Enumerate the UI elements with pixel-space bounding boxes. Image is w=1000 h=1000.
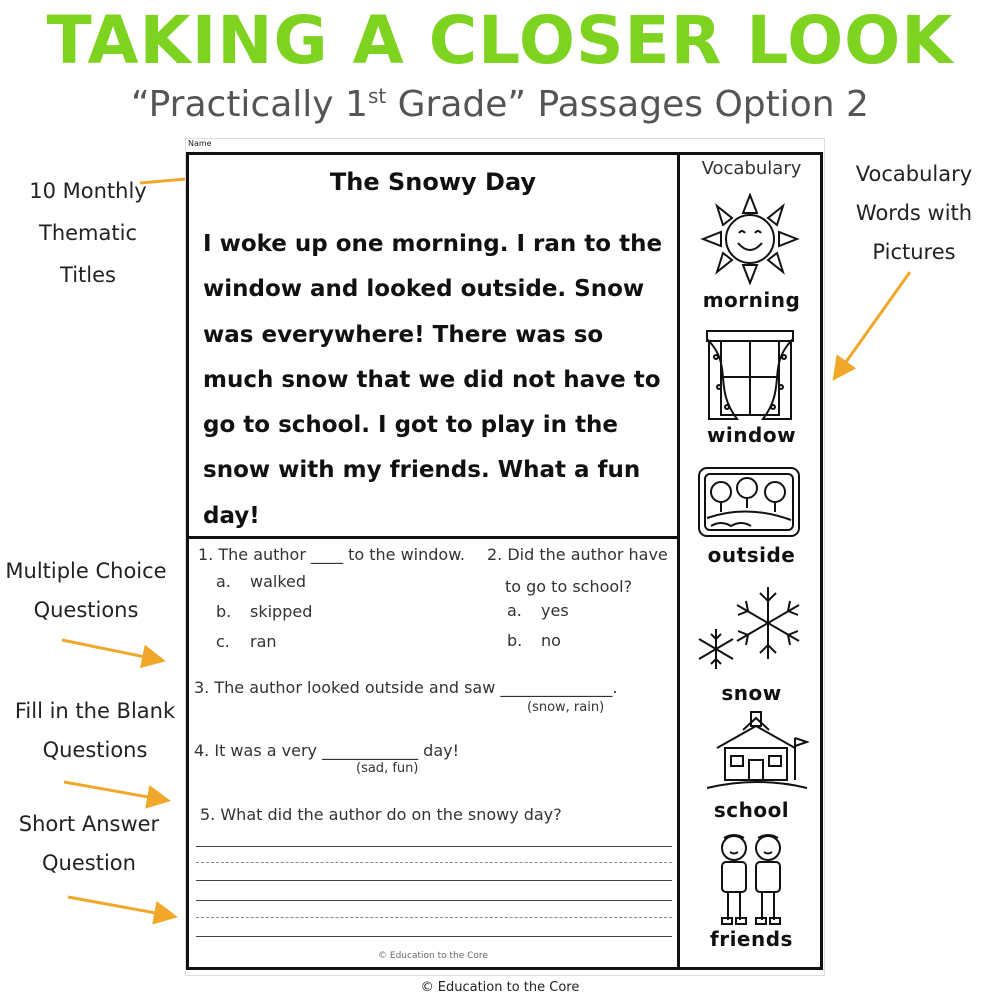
q1-option-a[interactable] [216, 572, 306, 591]
arrow-to-vocabulary [836, 272, 910, 376]
annotation-line: Titles [60, 263, 116, 287]
q1-option-c[interactable] [216, 632, 277, 651]
option-text: walked [250, 572, 307, 591]
q2-option-b[interactable] [507, 631, 561, 650]
subtitle-suffix: Grade” Passages Option 2 [386, 84, 869, 125]
option-text: no [541, 631, 561, 650]
answer-line[interactable] [196, 880, 672, 881]
option-text: ran [250, 632, 277, 651]
passage-line: window and looked outside. Snow [203, 276, 645, 303]
vocabulary-heading: Vocabulary [701, 158, 802, 179]
arrow-to-fill-blank [64, 782, 165, 800]
q2-option-a[interactable] [507, 601, 569, 620]
window-icon [703, 327, 797, 422]
passage-line: I woke up one morning. I ran to the [203, 231, 663, 257]
question-2-cont: to go to school? [505, 577, 633, 596]
name-label: Name [188, 139, 212, 148]
option-text: yes [541, 601, 569, 620]
answer-guide-line [196, 917, 672, 918]
answer-guide-line [196, 862, 672, 863]
passage-line: snow with my friends. What a fun [203, 457, 641, 484]
annotation-line: Vocabulary [855, 162, 973, 186]
answer-line[interactable] [196, 846, 672, 847]
answer-line[interactable] [196, 936, 672, 937]
annotation-line: 10 Monthly [29, 179, 147, 203]
question-3-hint: (snow, rain) [527, 700, 605, 715]
vocab-word-window: window [706, 423, 797, 447]
option-letter: a. [216, 572, 231, 591]
snowflake-icon [692, 583, 810, 675]
annotation-line: Pictures [872, 240, 956, 264]
passage-line: go to school. I got to play in the [203, 412, 619, 439]
story-title: The Snowy Day [329, 168, 537, 196]
footer-copyright: © Education to the Core [420, 980, 580, 995]
annotation-line: Questions [42, 738, 148, 762]
subtitle-prefix: “Practically 1 [131, 84, 368, 125]
passage-line: much snow that we did not have to [203, 366, 661, 393]
question-5: 5. What did the author do on the snowy day? [200, 805, 562, 824]
vocabulary-divider [677, 152, 680, 970]
option-letter: a. [507, 601, 522, 620]
passage-line: was everywhere! There was so [203, 321, 604, 348]
sun-icon [697, 193, 803, 285]
annotation-line: Words with [855, 201, 973, 225]
q1-option-b[interactable] [216, 602, 312, 621]
vocab-word-outside: outside [707, 543, 796, 567]
question-3: 3. The author looked outside and saw ______________. [194, 678, 618, 697]
vocab-word-morning: morning [702, 288, 801, 312]
option-letter: c. [216, 632, 230, 651]
passage-line: day! [203, 502, 260, 529]
annotation-line: Questions [33, 598, 139, 622]
page-title: TAKING A CLOSER LOOK [46, 2, 954, 79]
option-text: skipped [250, 602, 313, 621]
vocab-word-snow: snow [721, 681, 782, 705]
answer-line[interactable] [196, 900, 672, 901]
story-passage [203, 222, 673, 539]
question-4-hint: (sad, fun) [356, 761, 419, 776]
annotation-line: Fill in the Blank [14, 699, 176, 723]
worksheet-copyright: © Education to the Core [378, 951, 488, 961]
annotation-line: Multiple Choice [5, 559, 167, 583]
option-letter: b. [507, 631, 523, 650]
question-2: 2. Did the author have [487, 545, 668, 564]
arrow-to-short-answer [68, 897, 172, 916]
question-1: 1. The author ____ to the window. [198, 545, 465, 564]
vocab-word-friends: friends [710, 927, 793, 951]
arrow-to-multiple-choice [62, 640, 160, 660]
subtitle-superscript: st [367, 84, 387, 108]
kids-icon [712, 832, 790, 928]
option-letter: b. [216, 602, 232, 621]
park-icon [697, 466, 801, 538]
schoolhouse-icon [703, 708, 809, 794]
question-4: 4. It was a very ____________ day! [194, 741, 460, 760]
annotation-line: Question [42, 851, 136, 875]
annotation-line: Thematic [39, 221, 137, 245]
annotation-line: Short Answer [18, 812, 160, 836]
vocab-word-school: school [713, 798, 790, 822]
